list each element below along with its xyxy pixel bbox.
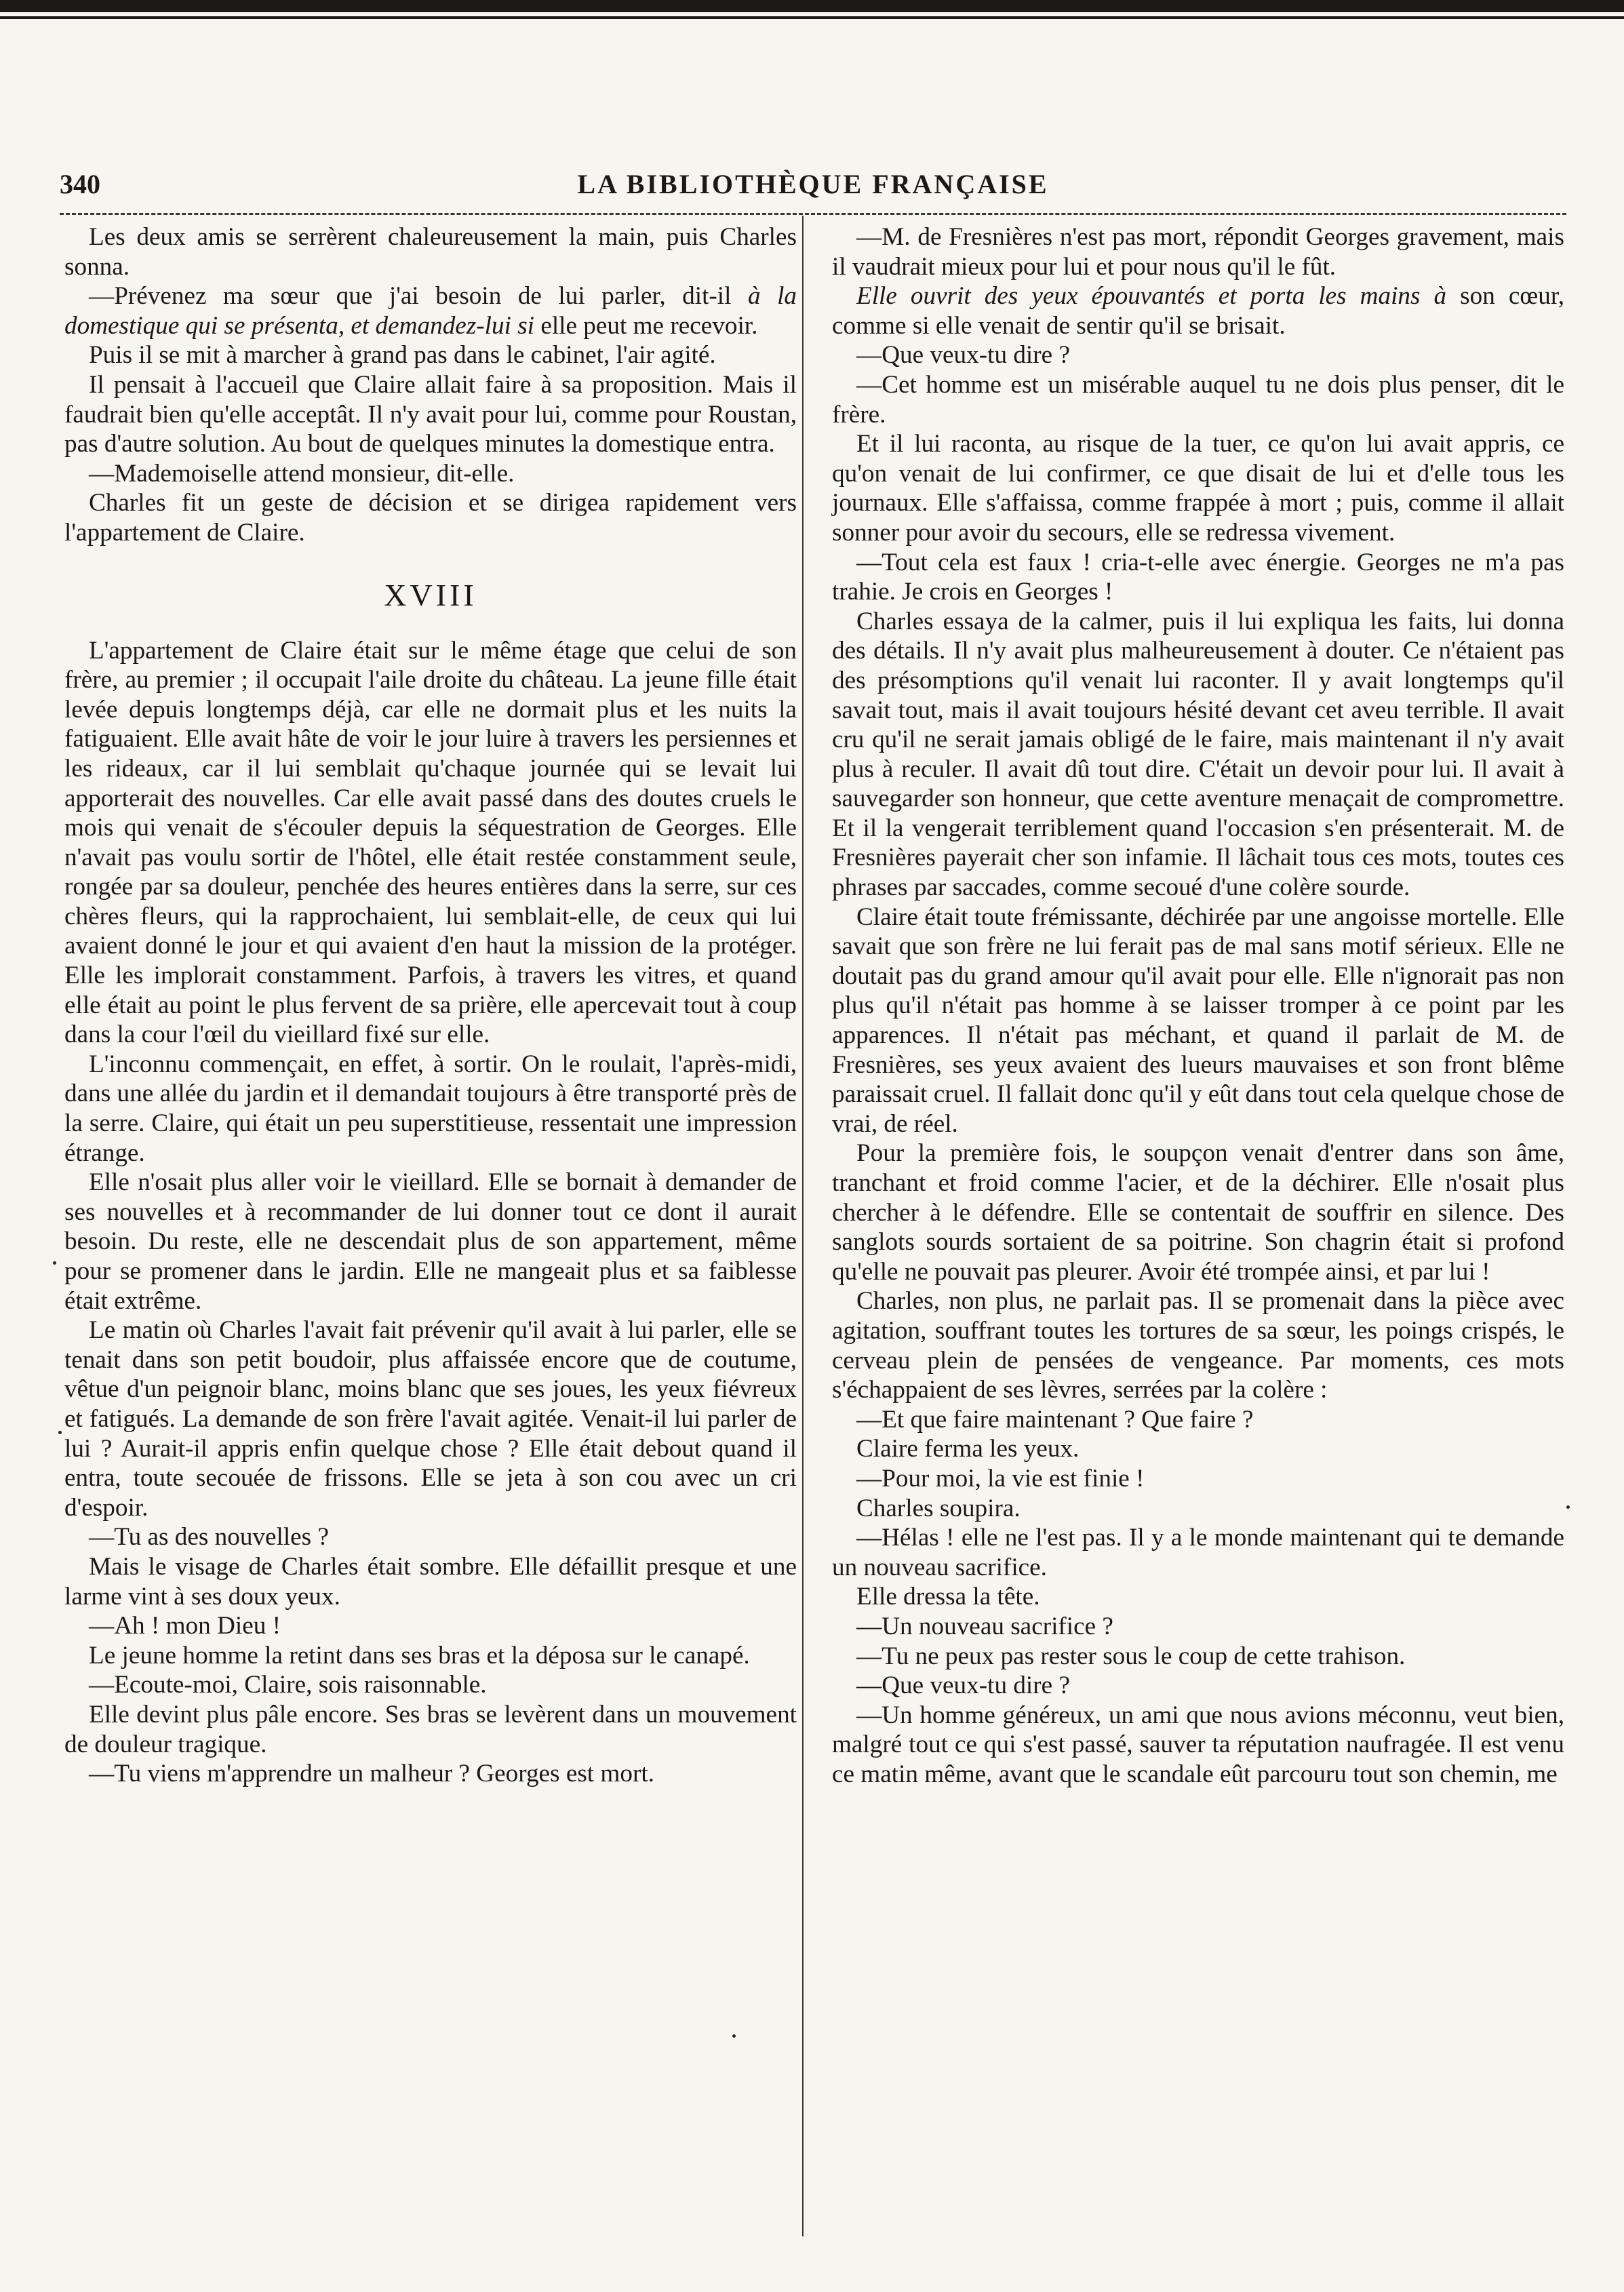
paragraph-dialogue: —Cet homme est un misérable auquel tu ne dois plus penser, dit le frère.: [832, 370, 1564, 429]
paragraph: Le matin où Charles l'avait fait prévenir qu'il avait à lui parler, elle se tenait dans son petit boudoir, plus affaissée encore que de coutume, vêtue d'un peignoir blanc, moins blanc que ses joues, les yeux fiévreux et fatigués. La demande de son frère l'avait agitée. Venait-il lui parler de lui ? Aurait-il appris enfin quelque chose ? Elle était debout quand il entra, toute secouée de frissons. Elle se jeta à son cou avec un cri d'espoir.: [64, 1316, 797, 1522]
paragraph: Charles soupira.: [856, 1494, 1021, 1522]
print-speck: [53, 1261, 56, 1265]
paragraph-dialogue: —Un nouveau sacrifice ?: [856, 1612, 1113, 1640]
paragraph-dialogue: —Un homme généreux, un ami que nous avions méconnu, veut bien, malgré tout ce qui s'est passé, sauver ta réputation naufragée. Il est venu ce matin même, avant que le scandale eût parcouru tout son chemin, me: [832, 1701, 1564, 1788]
left-column: [64, 222, 797, 1789]
paragraph-dialogue: —M. de Fresnières n'est pas mort, répondit Georges gravement, mais il vaudrait mieux pour lui et pour nous qu'il le fût.: [832, 223, 1564, 281]
page-top-border-thin: [0, 16, 1624, 19]
paragraph-dialogue: —Que veux-tu dire ?: [856, 1672, 1070, 1700]
paragraph: Charles, non plus, ne parlait pas. Il se promenait dans la pièce avec agitation, souffrant toutes les tortures de sa sœur, les poings crispés, le cerveau plein de pensées de vengeance. Par moments, ces mots s'échappaient de ses lèvres, serrées par la colère :: [832, 1287, 1564, 1404]
paragraph-dialogue: —Hélas ! elle ne l'est pas. Il y a le monde maintenant qui te demande un nouveau sacrifice.: [832, 1524, 1564, 1581]
print-speck: [58, 1431, 62, 1434]
paragraph-dialogue: —Et que faire maintenant ? Que faire ?: [856, 1405, 1254, 1434]
print-speck: [1566, 1505, 1570, 1509]
print-speck: [732, 2034, 736, 2038]
paragraph: Claire ferma les yeux.: [856, 1435, 1080, 1463]
header-rule: [60, 213, 1566, 215]
text-run: son cœur, comme si elle venait de sentir qu'il se brisait.: [832, 282, 1565, 340]
paragraph-dialogue: —Mademoiselle attend monsieur, dit-elle.: [89, 459, 515, 488]
text-run: elle peut me recevoir.: [534, 311, 758, 340]
paragraph-dialogue: —Tout cela est faux ! cria-t-elle avec énergie. Georges ne m'a pas trahie. Je crois en Georges !: [832, 548, 1564, 606]
paragraph: [832, 281, 1564, 340]
column-divider: [802, 216, 804, 2236]
chapter-heading: XVIII: [384, 577, 477, 612]
paragraph: Mais le visage de Charles était sombre. Elle défaillit presque et une larme vint à ses doux yeux.: [64, 1552, 797, 1611]
paragraph-dialogue: —Tu viens m'apprendre un malheur ? Georges est mort.: [89, 1760, 654, 1788]
right-column: [832, 222, 1564, 1789]
page-top-border: [0, 0, 1624, 12]
paragraph: Puis il se mit à marcher à grand pas dans le cabinet, l'air agité.: [89, 341, 716, 370]
paragraph-dialogue: —Pour moi, la vie est finie !: [856, 1464, 1145, 1493]
text-run: —Prévenez ma sœur que j'ai besoin de lui parler, dit-il: [89, 282, 748, 311]
paragraph: Les deux amis se serrèrent chaleureusement la main, puis Charles sonna.: [64, 223, 797, 281]
paragraph: Elle dressa la tête.: [856, 1583, 1040, 1611]
paragraph-dialogue: [64, 281, 797, 340]
paragraph: Le jeune homme la retint dans ses bras et la déposa sur le canapé.: [89, 1641, 750, 1669]
paragraph: Elle n'osait plus aller voir le vieillard. Elle se bornait à demander de ses nouvelles et à recommander de lui donner tout ce dont il aurait besoin. Du reste, elle ne descendait plus de son appartement, même pour se promener dans le jardin. Elle ne mangeait plus et sa faiblesse était extrême.: [64, 1168, 797, 1315]
paragraph: L'appartement de Claire était sur le même étage que celui de son frère, au premier ; il occupait l'aile droite du château. La jeune fille était levée depuis longtemps déjà, car elle ne dormait plus et les nuits la fatiguaient. Elle avait hâte de voir le jour luire à travers les persiennes et les rideaux, car il lui semblait qu'chaque journée qui se levait lui apporterait des nouvelles. Car elle avait passé dans des doutes cruels le mois qui venait de s'écouler depuis la séquestration de Georges. Elle n'avait pas voulu sortir de l'hôtel, elle était restée constamment seule, rongée par sa douleur, penchée des heures entières dans la serre, sur ces chères fleurs, qui la rapprochaient, lui semblait-elle, de ceux qui lui avaient donné le jour et qui avaient d'en haut la mission de la protéger. Elle les implorait constamment. Parfois, à travers les vitres, et quand elle était au point le plus fervent de sa prière, elle apercevait tout à coup dans la cour l'œil du vieillard fixé sur elle.: [64, 636, 797, 1049]
paragraph: Et il lui raconta, au risque de la tuer, ce qu'on lui avait appris, ce qu'on venait de lui confirmer, ce que disait de lui et d'elle tous les journaux. Elle s'affaissa, comme frappée à mort ; puis, comme il allait sonner pour avoir du secours, elle se redressa vivement.: [832, 430, 1564, 547]
paragraph: Claire était toute frémissante, déchirée par une angoisse mortelle. Elle savait que son frère ne lui ferait pas de mal sans motif sérieux. Elle ne doutait pas du grand amour qu'il avait pour elle. Elle n'ignorait pas non plus qu'il n'était pas homme à se laisser tromper à ce point par les apparences. Il n'était pas méchant, et quand il parlait de M. de Fresnières, ses yeux avaient des lueurs mauvaises et son front blême paraissait cruel. Il fallait donc qu'il y eût dans tout cela quelque chose de vrai, de réel.: [832, 903, 1564, 1138]
paragraph: Il pensait à l'accueil que Claire allait faire à sa proposition. Mais il faudrait bien qu'elle acceptât. Il n'y avait pour lui, comme pour Roustan, pas d'autre solution. Au bout de quelques minutes la domestique entra.: [64, 370, 797, 458]
paragraph: Charles essaya de la calmer, puis il lui expliqua les faits, lui donna des détails. Il n'y avait plus malheureusement à douter. Ce n'étaient pas des présomptions qu'il venait lui raconter. Il y avait longtemps qu'il savait tout, mais il avait toujours hésité devant cet aveu terrible. Il avait cru qu'il ne serait jamais obligé de le faire, mais maintenant il n'y avait plus à reculer. Il avait dû tout dire. C'était un devoir pour lui. Il avait à sauvegarder son honneur, que cette aventure menaçait de compromettre. Et il la vengerait terriblement quand l'occasion s'en présenterait. M. de Fresnières payerait cher son infamie. Il lâchait tous ces mots, toutes ces phrases par saccades, comme secoué d'une colère sourde.: [832, 607, 1564, 902]
paragraph-dialogue: —Tu ne peux pas rester sous le coup de cette trahison.: [856, 1642, 1406, 1670]
paragraph: Charles fit un geste de décision et se dirigea rapidement vers l'appartement de Claire.: [64, 489, 797, 547]
page-header: [60, 168, 1566, 209]
running-title: LA BIBLIOTHÈQUE FRANÇAISE: [577, 169, 1049, 199]
page-number: 340: [60, 169, 100, 199]
paragraph-dialogue: —Que veux-tu dire ?: [856, 341, 1070, 370]
paragraph-dialogue: —Ecoute-moi, Claire, sois raisonnable.: [89, 1671, 487, 1699]
italic-run: à la domestique qui se présenta, et demandez-lui si: [64, 282, 797, 340]
paragraph-dialogue: —Tu as des nouvelles ?: [89, 1523, 329, 1552]
paragraph-dialogue: —Ah ! mon Dieu !: [89, 1612, 281, 1640]
italic-run: Elle ouvrit des yeux épouvantés et porta les mains à: [856, 282, 1447, 311]
paragraph: Elle devint plus pâle encore. Ses bras se levèrent dans un mouvement de douleur tragique.: [64, 1700, 797, 1758]
paragraph: L'inconnu commençait, en effet, à sortir. On le roulait, l'après-midi, dans une allée du jardin et il demandait toujours à être transporté près de la serre. Claire, qui était un peu superstitieuse, ressentait une impression étrange.: [64, 1050, 797, 1167]
paragraph: Pour la première fois, le soupçon venait d'entrer dans son âme, tranchant et froid comme l'acier, et de la déchirer. Elle n'osait plus chercher à le défendre. Elle se contentait de souffrir en silence. Des sanglots sourds sortaient de sa poitrine. Son chagrin était si profond qu'elle ne pouvait pas pleurer. Avoir été trompée ainsi, et par lui !: [832, 1139, 1564, 1286]
